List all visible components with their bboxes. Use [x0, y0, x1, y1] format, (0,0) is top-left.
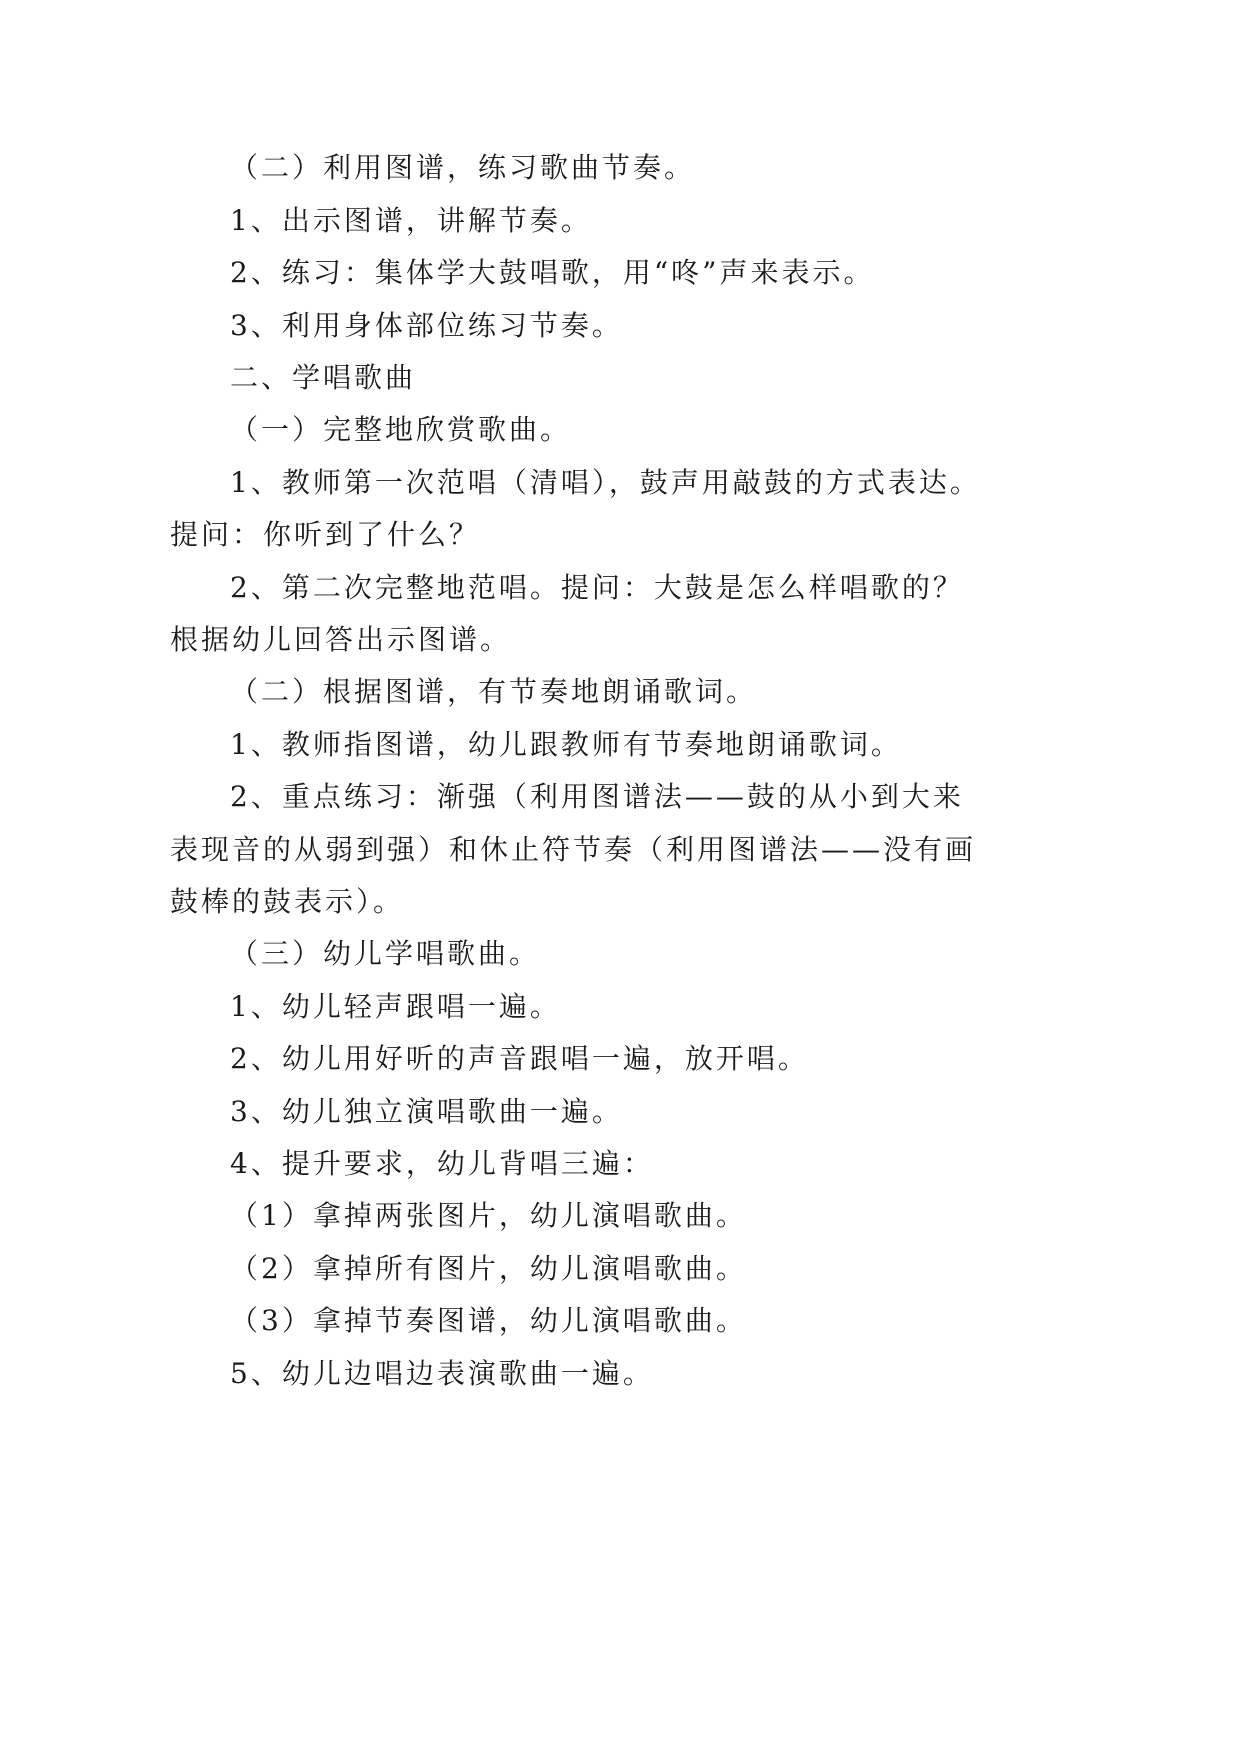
list-item: 2、第二次完整地范唱。提问：大鼓是怎么样唱歌的？ [230, 571, 964, 604]
paragraph-continuation: 根据幼儿回答出示图谱。 [170, 623, 512, 656]
subsection-heading: （三）幼儿学唱歌曲。 [230, 937, 541, 970]
sub-list-item: （2）拿掉所有图片，幼儿演唱歌曲。 [230, 1252, 747, 1285]
sub-list-item: （3）拿掉节奏图谱，幼儿演唱歌曲。 [230, 1304, 747, 1337]
list-item: 1、教师第一次范唱（清唱），鼓声用敲鼓的方式表达。 [230, 466, 981, 499]
section-heading: 二、学唱歌曲 [230, 361, 417, 394]
sub-list-item: （1）拿掉两张图片，幼儿演唱歌曲。 [230, 1199, 747, 1232]
list-item: 5、幼儿边唱边表演歌曲一遍。 [230, 1357, 654, 1390]
list-item: 2、练习：集体学大鼓唱歌，用“咚”声来表示。 [230, 256, 875, 289]
list-item: 3、利用身体部位练习节奏。 [230, 309, 623, 342]
paragraph-continuation: 鼓棒的鼓表示）。 [170, 885, 405, 918]
list-item: 1、幼儿轻声跟唱一遍。 [230, 990, 561, 1023]
list-item: 1、教师指图谱，幼儿跟教师有节奏地朗诵歌词。 [230, 728, 902, 761]
list-item: 2、幼儿用好听的声音跟唱一遍，放开唱。 [230, 1042, 809, 1075]
paragraph-continuation: 提问：你听到了什么？ [170, 518, 481, 551]
subsection-heading: （一）完整地欣赏歌曲。 [230, 413, 572, 446]
list-item: 3、幼儿独立演唱歌曲一遍。 [230, 1095, 623, 1128]
list-item: 4、提升要求，幼儿背唱三遍： [230, 1147, 654, 1180]
subsection-heading: （二）利用图谱，练习歌曲节奏。 [230, 151, 696, 184]
list-item: 1、出示图谱，讲解节奏。 [230, 204, 592, 237]
paragraph-continuation: 表现音的从弱到强）和休止符节奏（利用图谱法——没有画 [170, 833, 977, 866]
list-item: 2、重点练习：渐强（利用图谱法——鼓的从小到大来 [230, 780, 964, 813]
subsection-heading: （二）根据图谱，有节奏地朗诵歌词。 [230, 675, 758, 708]
